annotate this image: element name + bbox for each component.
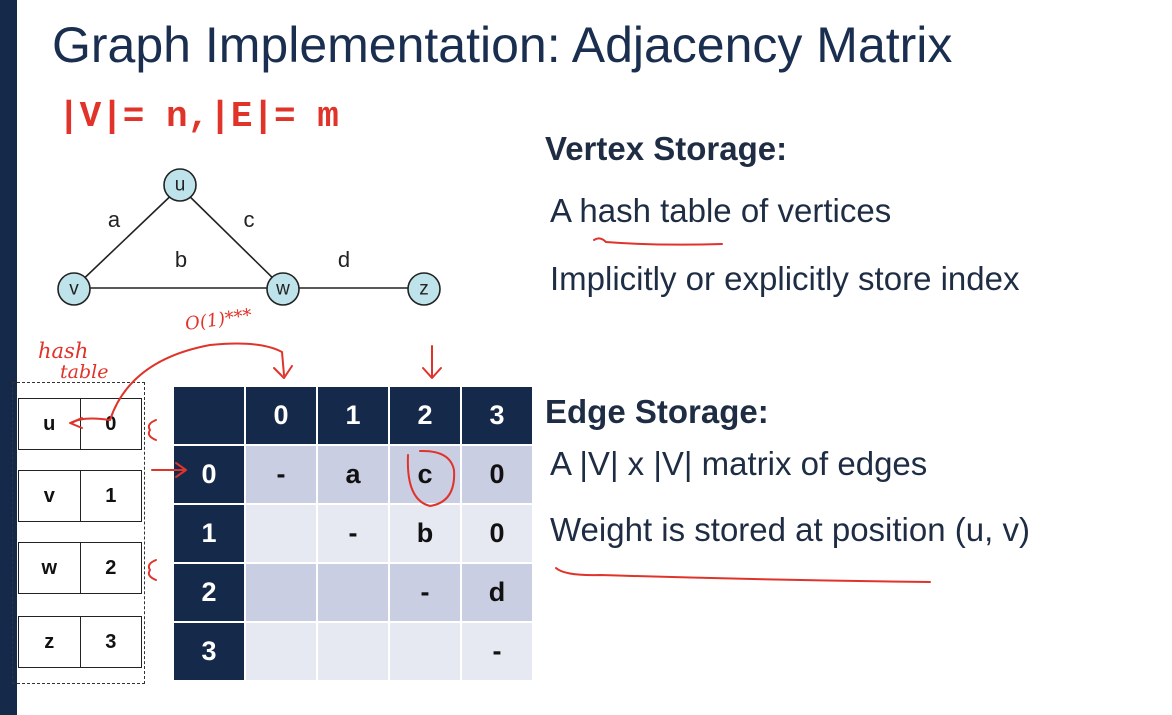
hash-label-line1: hash bbox=[38, 339, 89, 363]
matrix-cell: 0 bbox=[462, 446, 532, 503]
matrix-cell: - bbox=[390, 564, 460, 621]
matrix-row-header: 0 bbox=[174, 446, 244, 503]
vertex-storage-heading: Vertex Storage: bbox=[545, 130, 788, 167]
hash-key: w bbox=[19, 543, 81, 593]
matrix-row-header: 2 bbox=[174, 564, 244, 621]
hash-row-z bbox=[18, 616, 142, 668]
hash-row-w bbox=[18, 542, 142, 594]
adjacency-matrix bbox=[172, 385, 534, 682]
node-label-u: u bbox=[174, 174, 186, 196]
matrix-cell bbox=[246, 505, 316, 562]
matrix-cell bbox=[390, 623, 460, 680]
hash-row-v bbox=[18, 470, 142, 522]
edge-label-c: c bbox=[243, 207, 255, 232]
node-label-w: w bbox=[276, 278, 290, 300]
node-w bbox=[267, 273, 299, 305]
matrix-col-header: 1 bbox=[318, 387, 388, 444]
underline-weight-position bbox=[556, 568, 930, 582]
matrix-row-1 bbox=[174, 505, 532, 562]
vertex-storage-line1: A hash table of vertices bbox=[550, 192, 892, 229]
arrowhead-column-0 bbox=[274, 366, 292, 378]
matrix-row-2 bbox=[174, 564, 532, 621]
node-label-v: v bbox=[69, 278, 79, 300]
matrix-row-3 bbox=[174, 623, 532, 680]
slide-title: Graph Implementation: Adjacency Matrix bbox=[52, 17, 953, 73]
down-arrowhead-column-2 bbox=[423, 368, 441, 378]
matrix-cell: - bbox=[462, 623, 532, 680]
edge-storage-heading: Edge Storage: bbox=[545, 393, 769, 430]
matrix-cell: - bbox=[246, 446, 316, 503]
hash-index: 1 bbox=[105, 484, 117, 507]
hash-index: 3 bbox=[105, 630, 117, 653]
edge-storage-line2: Weight is stored at position (u, v) bbox=[550, 511, 1030, 548]
matrix-row-0 bbox=[174, 446, 532, 503]
matrix-row-header: 3 bbox=[174, 623, 244, 680]
hash-table bbox=[12, 382, 145, 684]
hash-label-line2: table bbox=[60, 361, 109, 383]
matrix-cell: b bbox=[390, 505, 460, 562]
matrix-cell: 0 bbox=[462, 505, 532, 562]
matrix-cell: d bbox=[462, 564, 532, 621]
underline-hash-table bbox=[594, 238, 722, 244]
edge-a-line bbox=[74, 187, 180, 288]
hash-row-u bbox=[18, 398, 142, 450]
matrix-col-header: 0 bbox=[246, 387, 316, 444]
complexity-note: O(1)*** bbox=[183, 304, 254, 335]
left-arrow-w bbox=[149, 560, 156, 580]
vertex-storage-line2: Implicitly or explicitly store index bbox=[550, 260, 1020, 297]
hash-key: z bbox=[19, 617, 81, 667]
edge-c-line bbox=[180, 187, 283, 288]
hash-key: v bbox=[19, 471, 81, 521]
matrix-col-header: 3 bbox=[462, 387, 532, 444]
node-v bbox=[58, 273, 90, 305]
node-z bbox=[408, 273, 440, 305]
node-label-z: z bbox=[419, 278, 429, 300]
matrix-cell bbox=[246, 623, 316, 680]
edge-label-b: b bbox=[174, 247, 188, 272]
matrix-cell: a bbox=[318, 446, 388, 503]
edge-label-a: a bbox=[107, 207, 121, 232]
matrix-cell: c bbox=[390, 446, 460, 503]
hash-key: u bbox=[19, 399, 81, 449]
matrix-col-header: 2 bbox=[390, 387, 460, 444]
edge-label-d: d bbox=[337, 247, 351, 272]
graph-edges bbox=[74, 187, 424, 288]
matrix-header-row bbox=[174, 387, 532, 444]
hash-index: 0 bbox=[105, 412, 117, 435]
matrix-cell: - bbox=[318, 505, 388, 562]
matrix-corner bbox=[174, 387, 244, 444]
matrix-row-header: 1 bbox=[174, 505, 244, 562]
node-u bbox=[164, 169, 196, 201]
edge-storage-line1: A |V| x |V| matrix of edges bbox=[550, 445, 928, 482]
size-formula: |V|= n,|E|= m bbox=[58, 96, 339, 137]
left-arrow-u bbox=[149, 420, 156, 440]
matrix-cell bbox=[318, 564, 388, 621]
graph-diagram bbox=[50, 155, 460, 315]
matrix-cell bbox=[246, 564, 316, 621]
hash-index: 2 bbox=[105, 556, 117, 579]
matrix-cell bbox=[318, 623, 388, 680]
